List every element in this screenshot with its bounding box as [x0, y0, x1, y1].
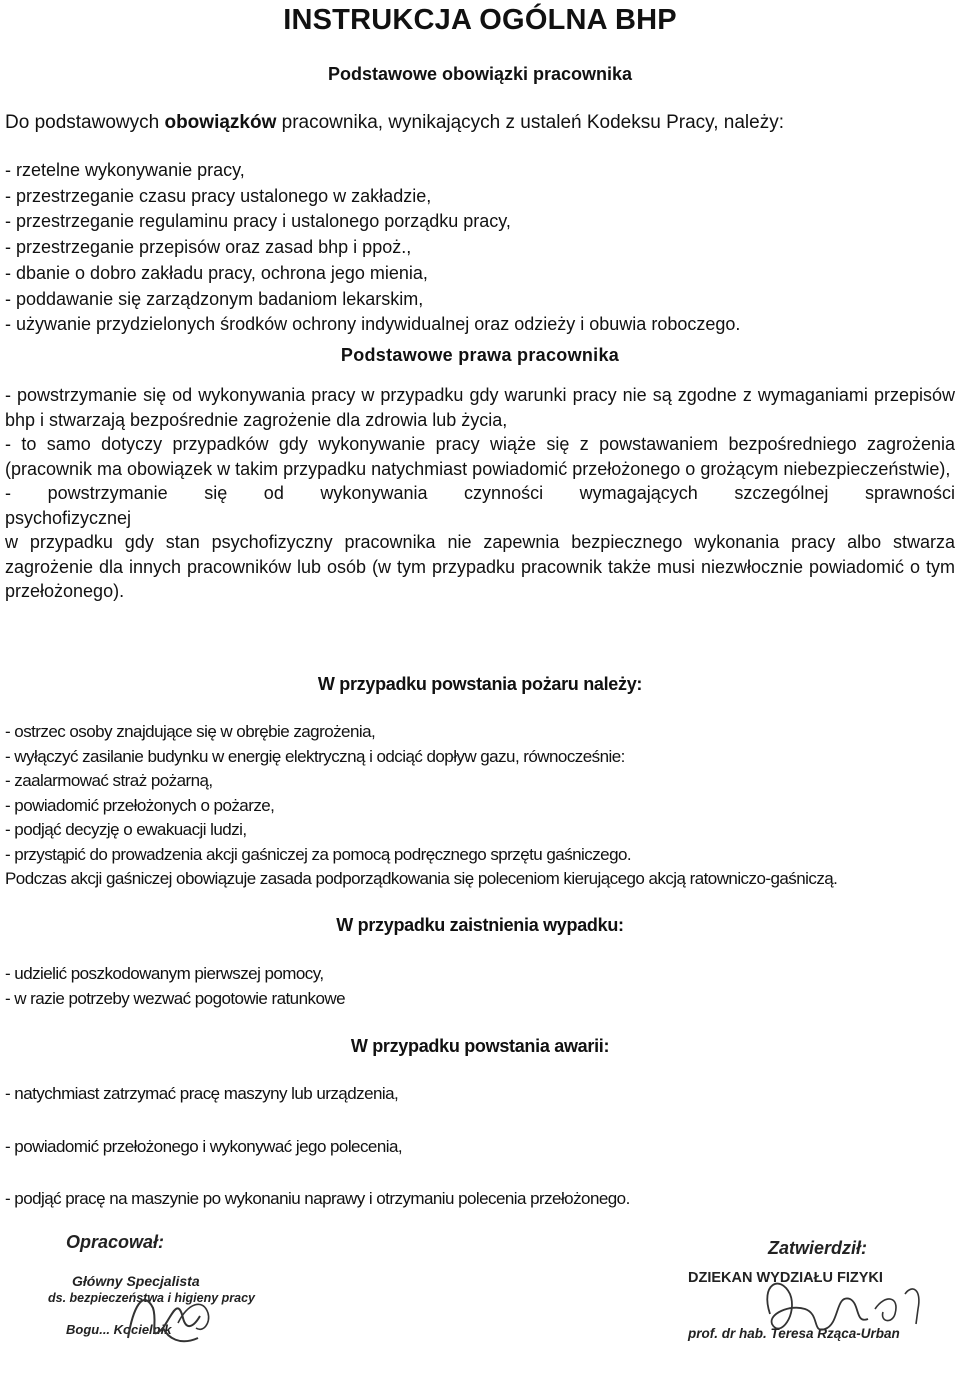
approved-by-name: prof. dr hab. Teresa Rząca-Urban	[688, 1326, 900, 1341]
fire-note: Podczas akcji gaśniczej obowiązuje zasada podporządkowania się poleceniom kierującego akcją ratowniczo-gaśniczą.	[5, 869, 838, 888]
list-item: - powiadomić przełożonych o pożarze,	[5, 795, 275, 815]
list-item: - udzielić poszkodowanym pierwszej pomocy,	[5, 964, 324, 983]
failure-heading: W przypadku powstania awarii:	[350, 1036, 610, 1056]
list-item: - przestrzeganie przepisów oraz zasad bhp i ppoż.,	[5, 237, 412, 258]
list-item: - używanie przydzielonych środków ochrony indywidualnej oraz odzieży i obuwia roboczego.	[5, 314, 741, 335]
document-title: INSTRUKCJA OGÓLNA BHP	[283, 4, 677, 36]
list-item: - przestrzeganie regulaminu pracy i ustalonego porządku pracy,	[5, 211, 511, 232]
accident-list	[5, 962, 960, 1011]
prepared-by-department: ds. bezpieczeństwa i higieny pracy	[48, 1291, 256, 1305]
fire-heading: W przypadku powstania pożaru należy:	[317, 674, 643, 694]
list-item: - przestrzeganie czasu pracy ustalonego w zakładzie,	[5, 185, 432, 206]
list-item: - powiadomić przełożonego i wykonywać jego polecenia,	[5, 1136, 403, 1156]
prepared-by-title: Główny Specjalista	[72, 1273, 200, 1289]
handwritten-signature-left	[108, 1268, 238, 1358]
list-item: - w razie potrzeby wezwać pogotowie ratunkowe	[5, 988, 345, 1008]
list-item: - zaalarmować straż pożarną,	[5, 771, 213, 790]
intro-text-bold: obowiązków	[164, 112, 277, 133]
list-item: - podjąć decyzję o ewakuacji ludzi,	[5, 820, 247, 839]
list-item: - podjąć pracę na maszynie po wykonaniu naprawy i otrzymaniu polecenia przełożonego.	[5, 1189, 630, 1208]
approved-by-heading: Zatwierdził:	[768, 1238, 868, 1258]
handwritten-signature-right	[750, 1254, 940, 1354]
list-item: - ostrzec osoby znajdujące się w obrębie zagrożenia,	[5, 722, 376, 741]
rights-list	[5, 383, 955, 604]
failure-list	[5, 1082, 960, 1240]
duties-list	[5, 158, 955, 338]
list-item: - rzetelne wykonywanie pracy,	[5, 160, 245, 180]
prepared-by-heading: Opracował:	[66, 1232, 165, 1252]
approved-by-title: DZIEKAN WYDZIAŁU FIZYKI	[688, 1270, 883, 1286]
prepared-by-stamp	[48, 1228, 348, 1358]
duties-intro	[5, 112, 784, 134]
rights-paragraph: psychofizycznej	[5, 507, 132, 528]
rights-heading: Podstawowe prawa pracownika	[340, 345, 620, 365]
rights-paragraph: - to samo dotyczy przypadków gdy wykonywanie pracy wiąże się z powstawaniem bezpośredniego zagrożenia (pracownik ma obowiązek w takim przypadku natychmiast powiadomić przełożonego o grożącym niebezpieczeństwie),	[5, 434, 955, 479]
list-item: - przystąpić do prowadzenia akcji gaśniczej za pomocą podręcznego sprzętu gaśniczego.	[5, 844, 632, 864]
intro-text-end: pracownika, wynikających z ustaleń Kodeksu Pracy, należy:	[276, 112, 784, 133]
prepared-by-name: Bogu... Kocielnik	[66, 1322, 172, 1337]
approved-by-stamp	[680, 1234, 960, 1364]
rights-paragraph: - powstrzymanie się od wykonywania pracy w przypadku gdy warunki pracy nie są zgodne z wymaganiami przepisów bhp i stwarzają bezpośrednie zagrożenie dla zdrowia lub życia,	[5, 385, 955, 430]
list-item: - natychmiast zatrzymać pracę maszyny lub urządzenia,	[5, 1084, 399, 1103]
list-item: - poddawanie się zarządzonym badaniom lekarskim,	[5, 288, 424, 309]
fire-list	[5, 720, 960, 892]
intro-text-start: Do podstawowych	[5, 112, 165, 133]
rights-paragraph: w przypadku gdy stan psychofizyczny pracownika nie zapewnia bezpiecznego wykonania pracy albo stwarza zagrożenie dla innych pracowników lub osób (w tym przypadku pracownik także musi niezwłocznie powiadomić o tym przełożonego).	[5, 532, 955, 601]
list-item: - dbanie o dobro zakładu pracy, ochrona jego mienia,	[5, 262, 428, 283]
duties-heading: Podstawowe obowiązki pracownika	[327, 64, 633, 84]
accident-heading: W przypadku zaistnienia wypadku:	[336, 915, 624, 935]
rights-paragraph: - powstrzymanie się od wykonywania czynności wymagających szczególnej sprawności	[5, 483, 955, 503]
list-item: - wyłączyć zasilanie budynku w energię elektryczną i odciąć dopływ gazu, równocześnie:	[5, 746, 625, 766]
